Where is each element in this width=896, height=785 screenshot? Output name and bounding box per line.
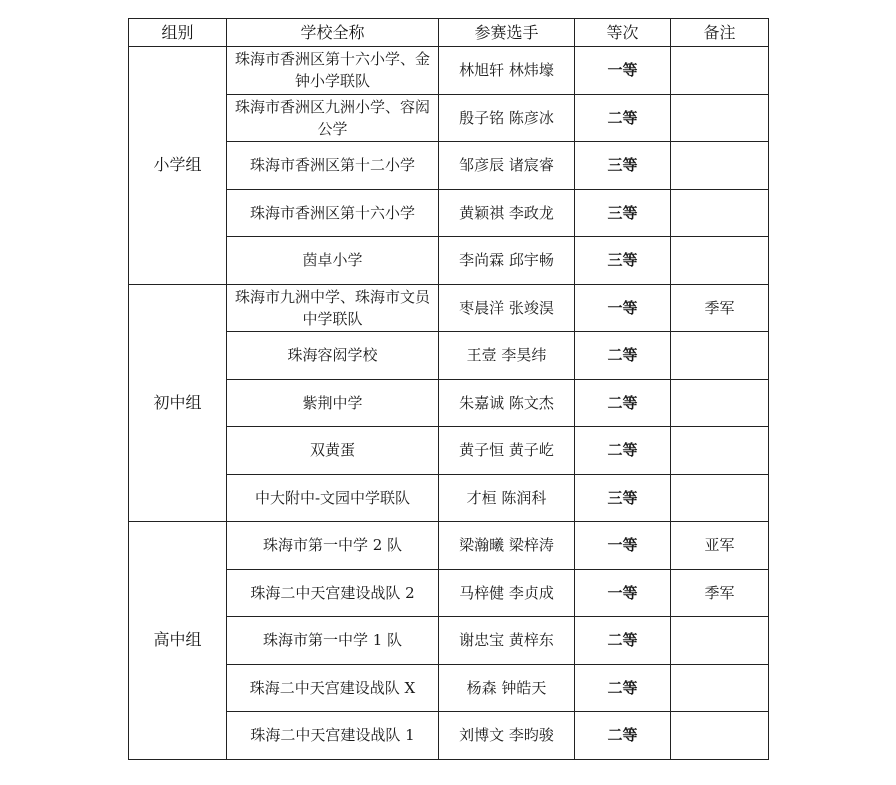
header-note: 备注 — [671, 19, 769, 47]
note-cell — [671, 189, 769, 237]
school-cell: 双黄蛋 — [227, 427, 439, 475]
school-cell: 珠海市香洲区第十六小学 — [227, 189, 439, 237]
table-row — [129, 522, 769, 570]
rank-cell: 二等 — [575, 664, 671, 712]
school-cell: 珠海二中天宫建设战队 2 — [227, 569, 439, 617]
rank-cell: 二等 — [575, 712, 671, 760]
rank-cell: 二等 — [575, 617, 671, 665]
rank-cell: 三等 — [575, 474, 671, 522]
players-cell: 朱嘉诚 陈文杰 — [439, 379, 575, 427]
note-cell — [671, 47, 769, 95]
note-cell — [671, 379, 769, 427]
note-cell — [671, 142, 769, 190]
rank-cell: 二等 — [575, 332, 671, 380]
note-cell — [671, 332, 769, 380]
note-cell — [671, 94, 769, 142]
rank-cell: 三等 — [575, 189, 671, 237]
rank-cell: 二等 — [575, 94, 671, 142]
note-cell — [671, 664, 769, 712]
note-cell — [671, 617, 769, 665]
players-cell: 刘博文 李昀骏 — [439, 712, 575, 760]
rank-cell: 三等 — [575, 142, 671, 190]
note-cell: 亚军 — [671, 522, 769, 570]
school-cell: 紫荆中学 — [227, 379, 439, 427]
header-group: 组别 — [129, 19, 227, 47]
school-cell: 珠海容闳学校 — [227, 332, 439, 380]
school-cell: 珠海市第一中学 2 队 — [227, 522, 439, 570]
group-cell: 小学组 — [129, 47, 227, 285]
table-row — [129, 47, 769, 95]
header-players: 参赛选手 — [439, 19, 575, 47]
school-cell: 珠海二中天宫建设战队 1 — [227, 712, 439, 760]
school-cell: 珠海市九洲中学、珠海市文员中学联队 — [227, 284, 439, 332]
header-rank: 等次 — [575, 19, 671, 47]
players-cell: 谢忠宝 黄梓东 — [439, 617, 575, 665]
rank-cell: 二等 — [575, 427, 671, 475]
rank-cell: 一等 — [575, 569, 671, 617]
results-table-container — [128, 18, 769, 760]
group-cell: 初中组 — [129, 284, 227, 522]
results-table — [128, 18, 769, 760]
note-cell — [671, 237, 769, 285]
school-cell: 珠海市香洲区第十二小学 — [227, 142, 439, 190]
school-cell: 珠海市香洲区九洲小学、容闳公学 — [227, 94, 439, 142]
players-cell: 才桓 陈润科 — [439, 474, 575, 522]
rank-cell: 一等 — [575, 47, 671, 95]
school-cell: 珠海市第一中学 1 队 — [227, 617, 439, 665]
players-cell: 黄子恒 黄子屹 — [439, 427, 575, 475]
players-cell: 殷子铭 陈彦冰 — [439, 94, 575, 142]
players-cell: 邹彦辰 诸宸睿 — [439, 142, 575, 190]
school-cell: 中大附中-文园中学联队 — [227, 474, 439, 522]
rank-cell: 三等 — [575, 237, 671, 285]
school-cell: 珠海市香洲区第十六小学、金钟小学联队 — [227, 47, 439, 95]
group-cell: 高中组 — [129, 522, 227, 760]
note-cell — [671, 427, 769, 475]
players-cell: 杨森 钟皓天 — [439, 664, 575, 712]
note-cell — [671, 474, 769, 522]
players-cell: 王壹 李昊纬 — [439, 332, 575, 380]
school-cell: 珠海二中天宫建设战队 X — [227, 664, 439, 712]
rank-cell: 一等 — [575, 522, 671, 570]
players-cell: 李尚霖 邱宇畅 — [439, 237, 575, 285]
players-cell: 黄颖祺 李政龙 — [439, 189, 575, 237]
table-row — [129, 284, 769, 332]
note-cell — [671, 712, 769, 760]
school-cell: 茵卓小学 — [227, 237, 439, 285]
players-cell: 枣晨洋 张竣淏 — [439, 284, 575, 332]
players-cell: 梁瀚曦 梁梓涛 — [439, 522, 575, 570]
players-cell: 马梓健 李贞成 — [439, 569, 575, 617]
rank-cell: 二等 — [575, 379, 671, 427]
header-school: 学校全称 — [227, 19, 439, 47]
header-row — [129, 19, 769, 47]
players-cell: 林旭轩 林炜壕 — [439, 47, 575, 95]
rank-cell: 一等 — [575, 284, 671, 332]
note-cell: 季军 — [671, 284, 769, 332]
note-cell: 季军 — [671, 569, 769, 617]
